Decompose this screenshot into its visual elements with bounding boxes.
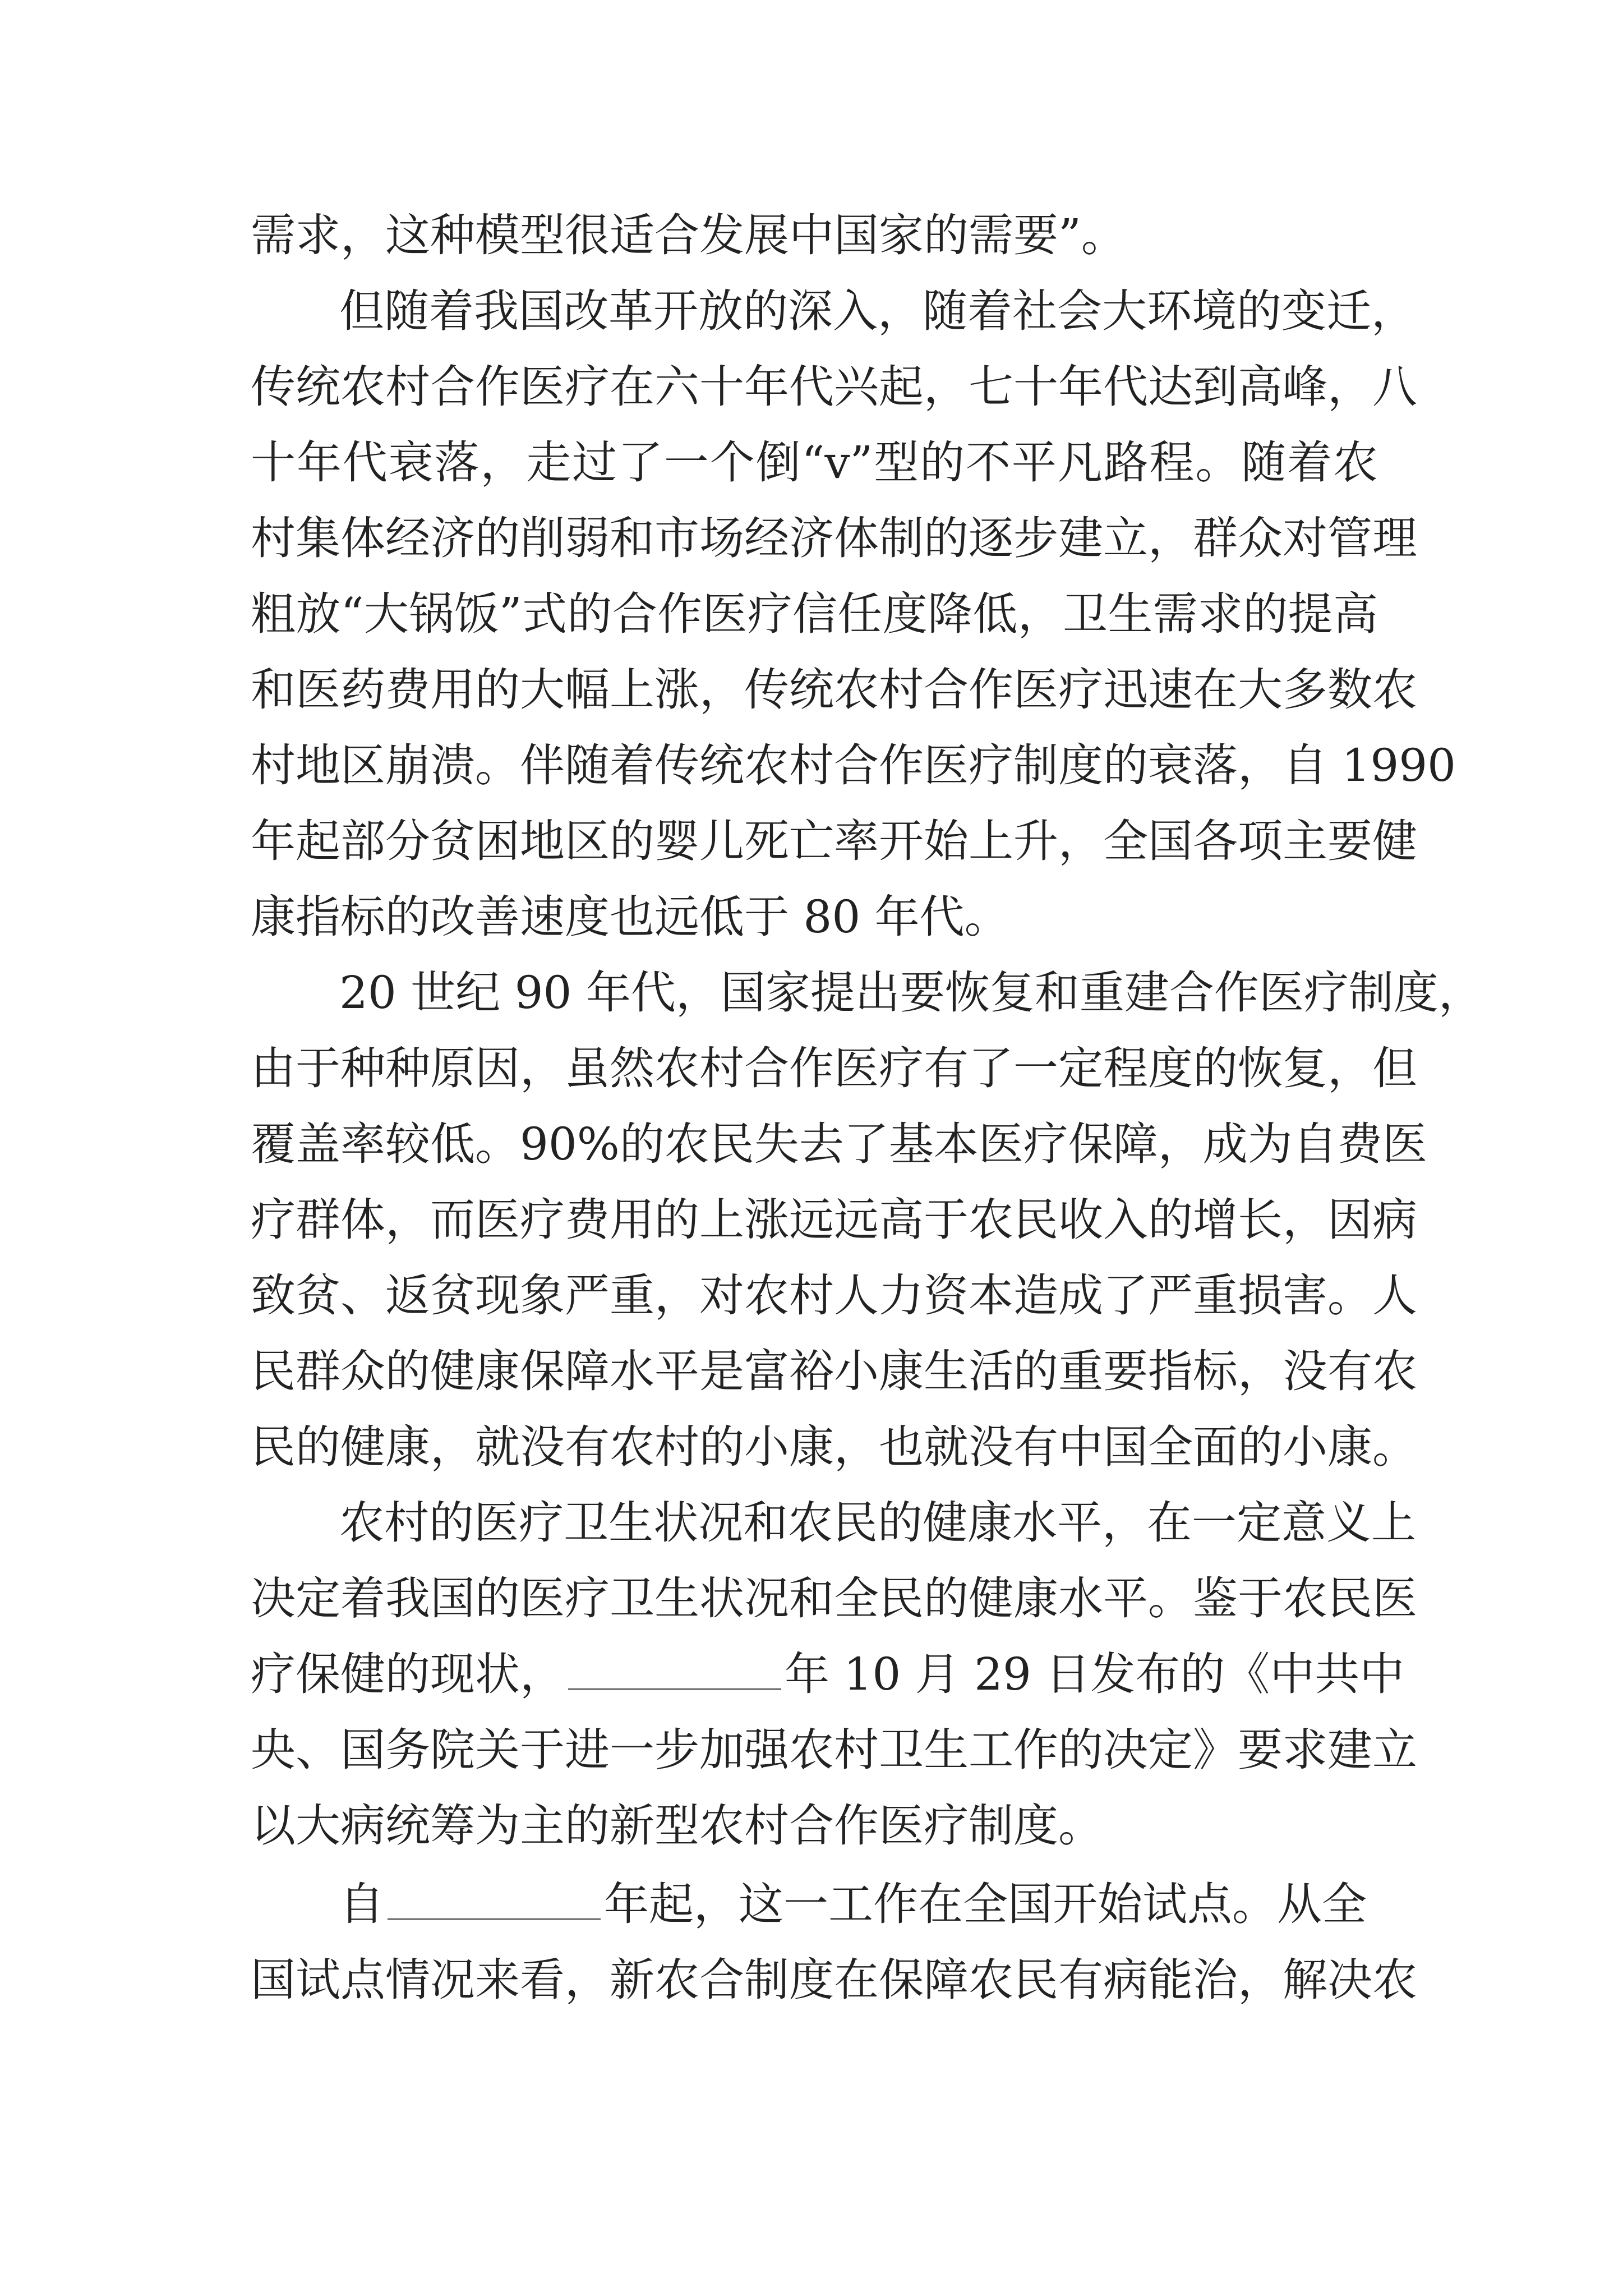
text-line: 村集体经济的削弱和市场经济体制的逐步建立，群众对管理	[251, 512, 1417, 564]
text-line: 村地区崩溃。伴随着传统农村合作医疗制度的衰落，自 1990	[251, 739, 1456, 792]
text-line-with-blank	[251, 1646, 1405, 1703]
text-line: 20 世纪 90 年代，国家提出要恢复和重建合作医疗制度，	[339, 967, 1483, 1019]
text-line: 需求，这种模型很适合发展中国家的需要”。	[251, 209, 1126, 261]
text-line: 传统农村合作医疗在六十年代兴起，七十年代达到高峰，八	[251, 361, 1417, 413]
text-line-with-blank	[339, 1876, 1378, 1932]
text-segment: 疗保健的现状，	[251, 1648, 565, 1700]
text-line: 康指标的改善速度也远低于 80 年代。	[251, 891, 1009, 943]
text-line: 和医药费用的大幅上涨，传统农村合作医疗迅速在大多数农	[251, 664, 1417, 716]
text-line: 国试点情况来看，新农合制度在保障农民有病能治，解决农	[251, 1954, 1417, 2006]
text-segment: 年起，这一工作在全国开始试点。从全	[604, 1878, 1367, 1930]
fill-in-blank[interactable]	[568, 1649, 781, 1690]
text-line: 民群众的健康保障水平是富裕小康生活的重要指标，没有农	[251, 1345, 1417, 1397]
text-line: 农村的医疗卫生状况和农民的健康水平，在一定意义上	[339, 1497, 1416, 1549]
text-line: 年起部分贫困地区的婴儿死亡率开始上升，全国各项主要健	[251, 815, 1417, 867]
text-segment: 自	[339, 1878, 384, 1930]
text-segment: 年 10 月 29 日发布的《中共中	[785, 1648, 1405, 1700]
text-line: 疗群体，而医疗费用的上涨远远高于农民收入的增长，因病	[251, 1194, 1417, 1246]
text-line: 以大病统筹为主的新型农村合作医疗制度。	[251, 1800, 1103, 1852]
text-line: 粗放“大锅饭”式的合作医疗信任度降低，卫生需求的提高	[251, 588, 1378, 640]
text-line: 十年代衰落，走过了一个倒“v”型的不平凡路程。随着农	[251, 436, 1378, 489]
text-line: 覆盖率较低。90%的农民失去了基本医疗保障，成为自费医	[251, 1118, 1427, 1170]
text-line: 由于种种原因，虽然农村合作医疗有了一定程度的恢复，但	[251, 1042, 1417, 1094]
text-line: 民的健康，就没有农村的小康，也就没有中国全面的小康。	[251, 1421, 1417, 1473]
text-line: 致贫、返贫现象严重，对农村人力资本造成了严重损害。人	[251, 1269, 1417, 1322]
text-line: 决定着我国的医疗卫生状况和全民的健康水平。鉴于农民医	[251, 1572, 1417, 1625]
fill-in-blank[interactable]	[388, 1879, 601, 1920]
text-line: 央、国务院关于进一步加强农村卫生工作的决定》要求建立	[251, 1724, 1417, 1776]
text-line: 但随着我国改革开放的深入，随着社会大环境的变迁，	[339, 285, 1416, 337]
